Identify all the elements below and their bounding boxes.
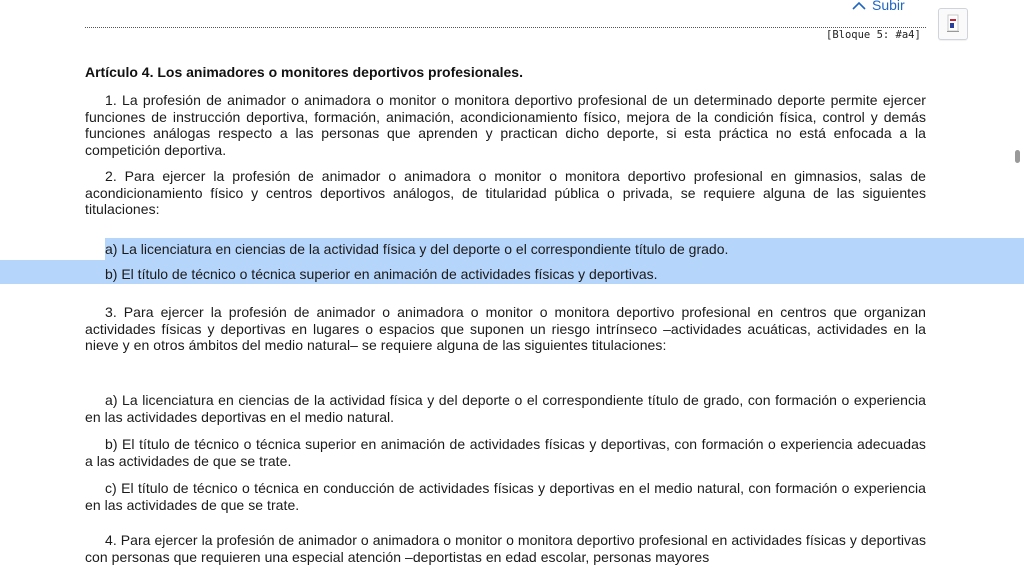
paragraph-2b: b) El título de técnico o técnica superior en animación de actividades físicas y deportivas. [105,266,658,282]
paragraph-4: 4. Para ejercer la profesión de animador o animadora o monitor o monitora deportivo profesional en actividades físicas y deportivas con personas que requieren una especial atención –deportistas en edad escolar, personas mayores [85,532,926,565]
divider [85,27,926,28]
subir-link[interactable] [852,0,905,13]
paragraph-3: 3. Para ejercer la profesión de animador o animadora o monitor o monitora deportivo profesional en centros que organizan actividades físicas y deportivas en lugares o espacios que suponen un riesgo intrínseco –actividades acuáticas, actividades en la nieve y en otros ámbitos del medio natural– se requiere alguna de las siguientes titulaciones: [85,304,926,353]
paragraph-2a: a) La licenciatura en ciencias de la actividad física y del deporte o el correspondiente título de grado. [105,241,729,257]
document-button[interactable] [938,8,968,40]
paragraph-3b: b) El título de técnico o técnica superior en animación de actividades físicas y deportivas, con formación o experiencia adecuadas a las actividades de que se trate. [85,436,926,469]
chevron-up-icon [852,1,866,10]
document-icon [945,14,961,34]
paragraph-2: 2. Para ejercer la profesión de animador o animadora o monitor o monitora deportivo profesional en gimnasios, salas de acondicionamiento físico y centros deportivos análogos, de titularidad pública o privada, se requiere alguna de las siguientes titulaciones: [85,168,926,217]
block-reference: [Bloque 5: #a4] [826,29,921,41]
paragraph-1: 1. La profesión de animador o animadora o monitor o monitora deportivo profesional de un determinado deporte permite ejercer funciones de instrucción deportiva, formación, animación, acondicionamiento físico, mejora de la condición física, control y demás funciones análogas respecto a las personas que aprenden y practican dicho deporte, si esta práctica no está enfocada a la competición deportiva. [85,92,926,158]
article-title: Artículo 4. Los animadores o monitores deportivos profesionales. [85,64,523,80]
block-header [0,0,1024,48]
paragraph-3a: a) La licenciatura en ciencias de la actividad física y del deporte o el correspondiente título de grado, con formación o experiencia en las actividades deportivas en el medio natural. [85,392,926,425]
article-body [85,62,926,565]
paragraph-3c: c) El título de técnico o técnica en conducción de actividades físicas y deportivas en el medio natural, con formación o experiencia en las actividades de que se trate. [85,480,926,513]
subir-label: Subir [872,0,905,13]
scrollbar-thumb[interactable] [1015,150,1020,163]
